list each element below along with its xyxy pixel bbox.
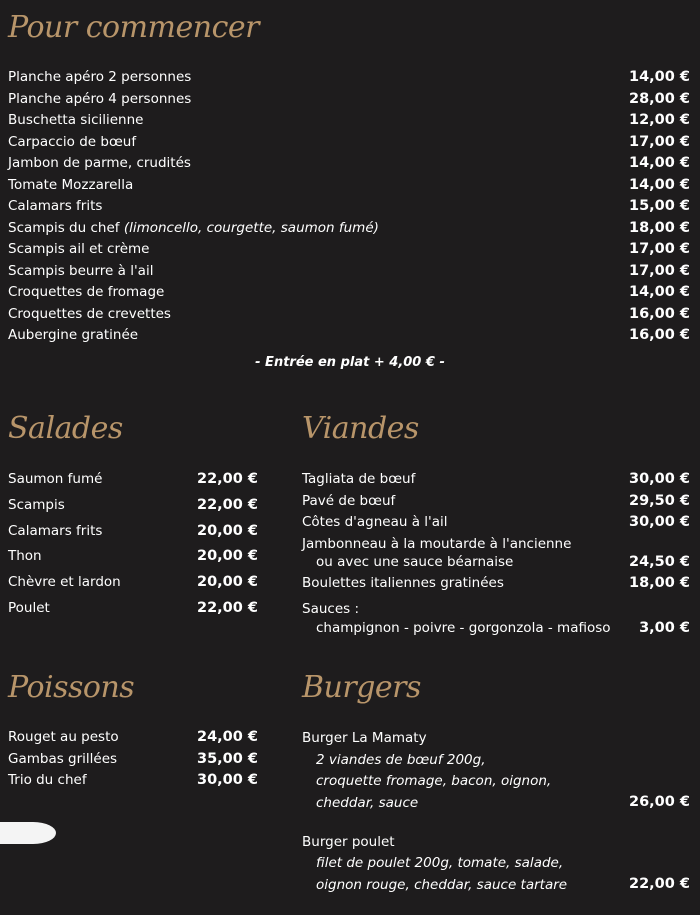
item-price: 28,00 € (628, 90, 690, 107)
burger-price: 26,00 € (628, 794, 690, 810)
item-price: 18,00 € (628, 219, 690, 236)
item-name: Côtes d'agneau à l'ail (302, 514, 448, 530)
item-name: Croquettes de fromage (8, 284, 165, 300)
starters-list (8, 67, 690, 347)
section-title-starters: Pour commencer (8, 10, 259, 45)
item-name: Planche apéro 4 personnes (8, 90, 192, 107)
jambonneau-variant: ou avec une sauce béarnaise (316, 554, 514, 570)
menu-item (8, 175, 690, 197)
burger-name: Burger La Mamaty (302, 730, 427, 746)
menu-item (8, 282, 690, 304)
item-name: Carpaccio de bœuf (8, 133, 137, 150)
item-price: 20,00 € (196, 548, 258, 565)
fish-list (8, 727, 258, 792)
item-price: 17,00 € (628, 133, 690, 150)
menu-item (8, 570, 258, 596)
item-price: 14,00 € (628, 69, 690, 85)
item-name: Scampis beurre à l'ail (8, 262, 154, 279)
menu-item (302, 491, 690, 513)
item-name: Thon (8, 548, 42, 565)
item-price: 16,00 € (628, 305, 690, 322)
boulettes-price: 18,00 € (628, 575, 690, 591)
item-name: Poulet (8, 599, 50, 616)
item-name: Chèvre et lardon (8, 574, 121, 591)
menu-item (8, 89, 690, 111)
menu-item (8, 239, 690, 261)
item-price: 35,00 € (196, 750, 258, 767)
item-name: Croquettes de crevettes (8, 305, 171, 322)
sauces-price: 3,00 € (639, 620, 690, 636)
item-price: 30,00 € (628, 471, 690, 487)
item-price: 29,50 € (628, 492, 690, 509)
menu-item (8, 153, 690, 175)
item-name: Scampis ail et crème (8, 241, 150, 257)
burger-price: 22,00 € (628, 876, 690, 892)
item-name: Pavé de bœuf (302, 492, 396, 509)
menu-item (8, 304, 690, 326)
menu-item (8, 544, 258, 570)
menu-item (8, 770, 258, 792)
item-price: 15,00 € (628, 198, 690, 214)
item-name-text: Scampis du chef (8, 219, 124, 236)
menu-item (8, 132, 690, 154)
item-name: Tagliata de bœuf (302, 471, 416, 487)
item-price: 17,00 € (628, 241, 690, 257)
section-title-salads: Salades (8, 411, 123, 446)
item-price: 17,00 € (628, 262, 690, 279)
item-name: Saumon fumé (8, 471, 103, 487)
boulettes-name: Boulettes italiennes gratinées (302, 575, 504, 591)
item-price: 24,00 € (196, 729, 258, 745)
item-name: Tomate Mozzarella (8, 176, 134, 193)
jambonneau-price: 24,50 € (628, 554, 690, 570)
item-price: 14,00 € (628, 284, 690, 300)
section-title-meats: Viandes (302, 411, 419, 446)
item-name: Buschetta sicilienne (8, 112, 144, 128)
item-name (8, 218, 379, 240)
decorative-plate-shape (0, 822, 56, 844)
item-price: 20,00 € (196, 574, 258, 591)
jambonneau-name: Jambonneau à la moutarde à l'ancienne (302, 536, 572, 552)
item-name: Trio du chef (8, 772, 87, 788)
item-name: Jambon de parme, crudités (8, 155, 191, 171)
item-name: Rouget au pesto (8, 729, 119, 745)
item-name: Aubergine gratinée (8, 327, 139, 343)
menu-item (8, 493, 258, 519)
item-price: 30,00 € (196, 772, 258, 788)
item-price: 22,00 € (196, 471, 258, 487)
burger-desc: croquette fromage, bacon, oignon, (316, 773, 552, 789)
sauces-label: Sauces : (302, 601, 359, 617)
item-name: Scampis (8, 496, 65, 513)
menu-item (8, 196, 690, 218)
item-price: 22,00 € (196, 599, 258, 616)
burger-desc: 2 viandes de bœuf 200g, (316, 752, 486, 768)
item-price: 12,00 € (628, 112, 690, 128)
burger-desc: filet de poulet 200g, tomate, salade, (316, 855, 564, 871)
menu-item (8, 749, 258, 771)
item-price: 30,00 € (628, 514, 690, 530)
item-detail: (limoncello, courgette, saumon fumé) (123, 219, 379, 236)
section-title-fish: Poissons (8, 670, 135, 705)
item-price: 14,00 € (628, 176, 690, 193)
item-name: Planche apéro 2 personnes (8, 69, 192, 85)
menu-item (8, 218, 690, 240)
item-name: Calamars frits (8, 198, 103, 214)
menu-item (8, 261, 690, 283)
menu-item (8, 596, 258, 622)
salads-list (8, 467, 258, 622)
item-price: 14,00 € (628, 155, 690, 171)
menu-item (8, 727, 258, 749)
item-price: 16,00 € (628, 327, 690, 343)
item-name: Calamars frits (8, 522, 103, 539)
menu-item (302, 469, 690, 491)
menu-item (8, 67, 690, 89)
menu-item (8, 110, 690, 132)
meats-list (302, 469, 690, 534)
item-name: Gambas grillées (8, 750, 118, 767)
menu-item (302, 512, 690, 534)
burger-desc: cheddar, sauce (316, 795, 419, 811)
starter-note: - Entrée en plat + 4,00 € - (255, 355, 445, 370)
item-price: 20,00 € (196, 522, 258, 539)
burger-name: Burger poulet (302, 834, 395, 850)
menu-item (8, 325, 690, 347)
section-title-burgers: Burgers (302, 670, 421, 705)
menu-item (8, 519, 258, 545)
item-price: 22,00 € (196, 496, 258, 513)
sauces-list: champignon - poivre - gorgonzola - mafioso (316, 620, 611, 636)
burger-desc: oignon rouge, cheddar, sauce tartare (316, 877, 568, 893)
menu-item (8, 467, 258, 493)
